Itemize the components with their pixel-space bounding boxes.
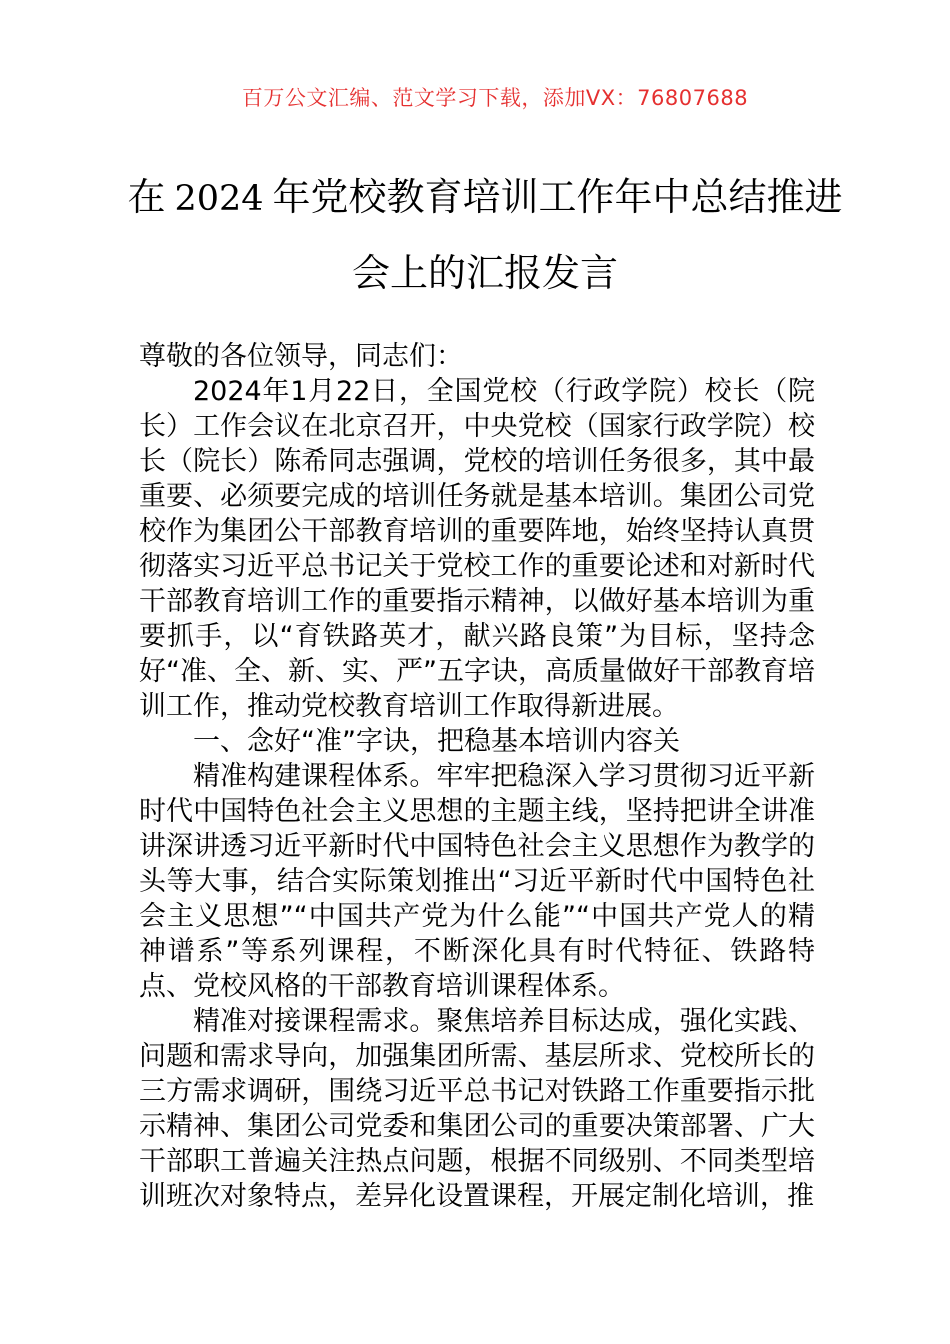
section-heading-1: 一、念好“准”字诀，把稳基本培训内容关 (193, 726, 680, 757)
title-text-rest: 年党校教育培训工作年中总结推进 (272, 175, 843, 219)
paragraph-curriculum-demand: 精准对接课程需求。聚焦培养目标达成，强化实践、问题和需求导向，加强集团所需、基层所求、党校所长的三方需求调研，围绕习近平总书记对铁路工作重要指示批示精神、集团公司党委和集团公司的重要决策部署、广大干部职工普遍关注热点问题，根据不同级别、不同类型培训班次对象特点，差异化设置课程，开展定制化培训，推 (139, 1006, 815, 1212)
salutation: 尊敬的各位领导，同志们： (139, 341, 463, 372)
title-text-line2: 会上的汇报发言 (351, 251, 618, 295)
paragraph-curriculum-system: 精准构建课程体系。牢牢把稳深入学习贯彻习近平新时代中国特色社会主义思想的主题主线，坚持把讲全讲准讲深讲透习近平新时代中国特色社会主义思想作为教学的头等大事，结合实际策划推出“习近平新时代中国特色社会主义思想”“中国共产党为什么能”“中国共产党人的精神谱系”等系列课程，不断深化具有时代特征、铁路特点、党校风格的干部教育培训课程体系。 (139, 761, 815, 1002)
title-line-1 (10, 160, 950, 236)
paragraph-intro: 2024年1月22日，全国党校（行政学院）校长（院长）工作会议在北京召开，中央党校（国家行政学院）校长（院长）陈希同志强调，党校的培训任务很多，其中最重要、必须要完成的培训任务就是基本培训。集团公司党校作为集团公干部教育培训的重要阵地，始终坚持认真贯彻落实习近平总书记关于党校工作的重要论述和对新时代干部教育培训工作的重要指示精神，以做好基本培训为重要抓手，以“育铁路英才，献兴路良策”为目标，坚持念好“准、全、新、实、严”五字诀，高质量做好干部教育培训工作，推动党校教育培训工作取得新进展。 (139, 376, 815, 722)
document-title (10, 160, 950, 310)
document-body (139, 339, 815, 1214)
title-year-number: 2024 (174, 179, 264, 219)
title-text-pre: 在 (127, 175, 166, 219)
watermark-notice: 百万公文汇编、范文学习下载，添加VX：76807688 (241, 86, 749, 110)
title-line-2 (10, 236, 950, 310)
